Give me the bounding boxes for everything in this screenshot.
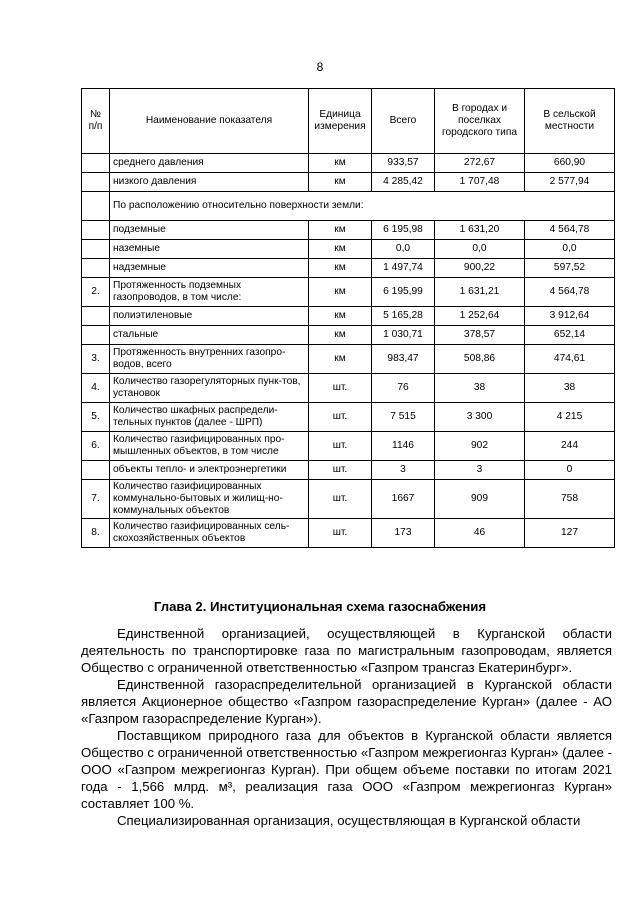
- paragraph: Поставщиком природного газа для объектов в Курганской области является Общество с ограниченной ответственностью «Газпром межрегионгаз Курган» (далее - ООО «Газпром межрегионгаз Курган). При общем объеме поставки по итогам 2021 года - 1,566 млрд. м³, реализация газа ООО «Газпром межрегионгаз Курган» составляет 100 %.: [81, 728, 612, 811]
- row-num: [82, 192, 110, 221]
- paragraph: Единственной газораспределительной организацией в Курганской области является Акционерное общество «Газпром газораспределение Курган» (далее - АО «Газпром газораспределение Курган»).: [81, 677, 612, 726]
- row-total: 0,0: [372, 240, 435, 259]
- table-row: [82, 345, 615, 374]
- row-urban: 378,57: [435, 326, 525, 345]
- row-rural: 4 564,78: [525, 221, 615, 240]
- row-rural: 660,90: [525, 154, 615, 173]
- header-total: Всего: [372, 89, 435, 154]
- table-row: [82, 221, 615, 240]
- row-rural: 38: [525, 374, 615, 403]
- header-rural: В сельской местности: [525, 89, 615, 154]
- row-num: 7.: [82, 480, 110, 519]
- row-urban: 1 252,64: [435, 307, 525, 326]
- row-urban: 3 300: [435, 403, 525, 432]
- row-urban: 1 631,21: [435, 278, 525, 307]
- body-text: [81, 625, 612, 829]
- row-name: Количество газифицированных коммунально-бытовых и жилищ-но-коммунальных объектов: [110, 480, 309, 519]
- row-rural: 244: [525, 432, 615, 461]
- table-row: [82, 278, 615, 307]
- row-urban: 38: [435, 374, 525, 403]
- table-row: [82, 154, 615, 173]
- row-name: Протяженность внутренних газопро-водов, всего: [110, 345, 309, 374]
- row-urban: 508,86: [435, 345, 525, 374]
- row-urban: 46: [435, 519, 525, 548]
- table-row: [82, 307, 615, 326]
- row-urban: 909: [435, 480, 525, 519]
- table-row: [82, 519, 615, 548]
- row-rural: 127: [525, 519, 615, 548]
- table-row: [82, 326, 615, 345]
- row-unit: км: [309, 221, 372, 240]
- row-section-heading: По расположению относительно поверхности земли:: [110, 192, 615, 221]
- table-row: [82, 374, 615, 403]
- header-name: Наименование показателя: [110, 89, 309, 154]
- row-rural: 758: [525, 480, 615, 519]
- row-name: низкого давления: [110, 173, 309, 192]
- row-rural: 652,14: [525, 326, 615, 345]
- row-total: 3: [372, 461, 435, 480]
- row-total: 76: [372, 374, 435, 403]
- row-urban: 3: [435, 461, 525, 480]
- row-name: среднего давления: [110, 154, 309, 173]
- row-unit: шт.: [309, 432, 372, 461]
- row-rural: 4 564,78: [525, 278, 615, 307]
- row-total: 5 165,28: [372, 307, 435, 326]
- row-unit: км: [309, 278, 372, 307]
- row-name: Количество газифицированных сель-скохозяйственных объектов: [110, 519, 309, 548]
- row-unit: км: [309, 259, 372, 278]
- row-total: 1667: [372, 480, 435, 519]
- row-num: 5.: [82, 403, 110, 432]
- header-urban: В городах и поселках городского типа: [435, 89, 525, 154]
- row-rural: 2 577,94: [525, 173, 615, 192]
- row-name: наземные: [110, 240, 309, 259]
- row-total: 6 195,99: [372, 278, 435, 307]
- row-unit: км: [309, 154, 372, 173]
- row-name: надземные: [110, 259, 309, 278]
- row-num: [82, 307, 110, 326]
- table-row: [82, 173, 615, 192]
- table-row: [82, 461, 615, 480]
- row-name: Количество газифицированных про-мышленных объектов, в том числе: [110, 432, 309, 461]
- row-rural: 0,0: [525, 240, 615, 259]
- header-unit: Единица измерения: [309, 89, 372, 154]
- table-row: [82, 403, 615, 432]
- row-unit: км: [309, 240, 372, 259]
- row-rural: 0: [525, 461, 615, 480]
- row-total: 1146: [372, 432, 435, 461]
- row-total: 173: [372, 519, 435, 548]
- row-rural: 4 215: [525, 403, 615, 432]
- header-num: № п/п: [82, 89, 110, 154]
- row-total: 1 497,74: [372, 259, 435, 278]
- row-total: 983,47: [372, 345, 435, 374]
- row-urban: 0,0: [435, 240, 525, 259]
- row-name: стальные: [110, 326, 309, 345]
- table-row: [82, 480, 615, 519]
- row-num: 8.: [82, 519, 110, 548]
- row-rural: 597,52: [525, 259, 615, 278]
- gas-infrastructure-table: [81, 88, 615, 548]
- row-total: 4 285,42: [372, 173, 435, 192]
- row-urban: 1 631,20: [435, 221, 525, 240]
- row-num: [82, 173, 110, 192]
- row-num: [82, 221, 110, 240]
- row-num: [82, 240, 110, 259]
- row-rural: 474,61: [525, 345, 615, 374]
- row-num: 6.: [82, 432, 110, 461]
- row-unit: шт.: [309, 403, 372, 432]
- row-urban: 902: [435, 432, 525, 461]
- table-row: [82, 432, 615, 461]
- row-urban: 1 707,48: [435, 173, 525, 192]
- table-row: [82, 259, 615, 278]
- row-num: 3.: [82, 345, 110, 374]
- paragraph: Специализированная организация, осуществляющая в Курганской области: [117, 813, 581, 828]
- row-num: [82, 326, 110, 345]
- row-name: Количество шкафных распредели-тельных пунктов (далее - ШРП): [110, 403, 309, 432]
- row-rural: 3 912,64: [525, 307, 615, 326]
- row-num: [82, 259, 110, 278]
- row-num: [82, 461, 110, 480]
- row-num: 2.: [82, 278, 110, 307]
- row-name: Количество газорегуляторных пунк-тов, установок: [110, 374, 309, 403]
- row-name: Протяженность подземных газопроводов, в том числе:: [110, 278, 309, 307]
- row-name: полиэтиленовые: [110, 307, 309, 326]
- row-unit: шт.: [309, 519, 372, 548]
- row-total: 6 195,98: [372, 221, 435, 240]
- row-urban: 900,22: [435, 259, 525, 278]
- table-row: [82, 192, 615, 221]
- row-num: [82, 154, 110, 173]
- paragraph: Единственной организацией, осуществляющей в Курганской области деятельность по транспортировке газа по магистральным газопроводам, является Общество с ограниченной ответственностью «Газпром трансгаз Екатеринбург».: [81, 626, 612, 675]
- row-unit: шт.: [309, 480, 372, 519]
- row-unit: шт.: [309, 374, 372, 403]
- row-unit: км: [309, 173, 372, 192]
- chapter-title: Глава 2. Институциональная схема газоснабжения: [153, 599, 487, 614]
- row-total: 933,57: [372, 154, 435, 173]
- row-unit: км: [309, 326, 372, 345]
- row-unit: км: [309, 307, 372, 326]
- row-urban: 272,67: [435, 154, 525, 173]
- row-total: 1 030,71: [372, 326, 435, 345]
- page-number: 8: [316, 60, 324, 74]
- row-num: 4.: [82, 374, 110, 403]
- row-name: объекты тепло- и электроэнергетики: [110, 461, 309, 480]
- table-row: [82, 240, 615, 259]
- row-unit: км: [309, 345, 372, 374]
- row-unit: шт.: [309, 461, 372, 480]
- row-name: подземные: [110, 221, 309, 240]
- row-total: 7 515: [372, 403, 435, 432]
